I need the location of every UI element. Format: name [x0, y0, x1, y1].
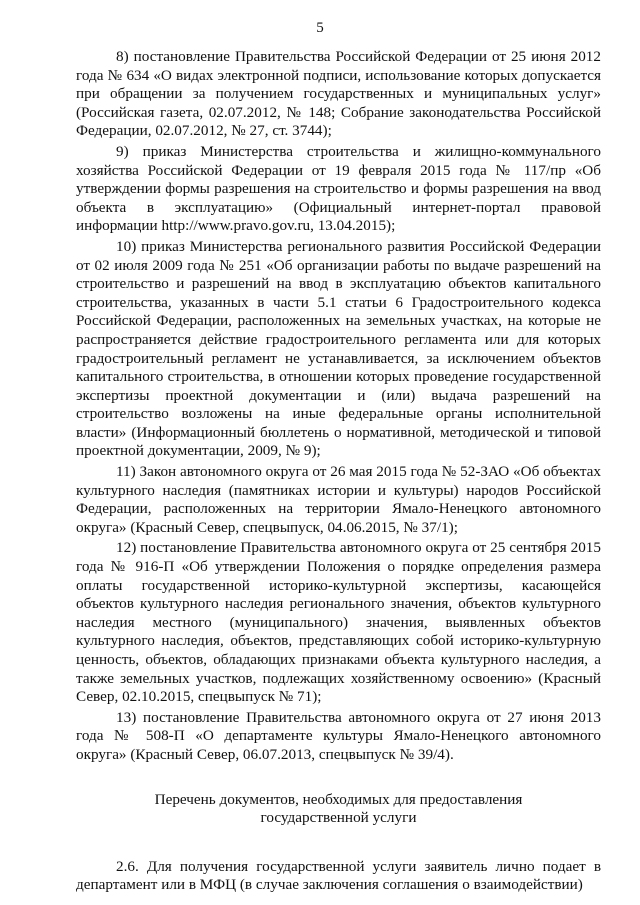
list-item: 13) постановление Правительства автономного округа от 27 июня 2013 года № 508-П «О департаменте культуры Ямало-Ненецкого автономного округа» (Красный Север, 06.07.2013, спецвыпуск № 39/4).: [76, 708, 601, 763]
document-body: [76, 48, 601, 897]
section-heading: [76, 791, 601, 828]
section-heading-line: Перечень документов, необходимых для предоставления: [154, 790, 523, 808]
section-heading-line: государственной услуги: [260, 809, 417, 827]
final-paragraph: 2.6. Для получения государственной услуги заявитель лично подает в департамент или в МФЦ (в случае заключения соглашения о взаимодействии): [76, 857, 601, 894]
page-number: 5: [316, 20, 324, 36]
list-item: 10) приказ Министерства регионального развития Российской Федерации от 02 июля 2009 года № 251 «Об организации работы по выдаче разрешений на строительство и разрешений на ввод в эксплуатацию объектов капитального строительства, указанных в части 5.1 статьи 6 Градостроительного кодекса Российской Федерации, расположенных на земельных участках, на которые не распространяется действие градостроительного регламента или для которых градостроительный регламент не устанавливается, за исключением объектов капитального строительства, в отношении которых проведение государственной экспертизы проектной документации и (или) выдача разрешений на строительство возложены на иные федеральные органы исполнительной власти» (Информационный бюллетень о нормативной, методической и типовой проектной документации, 2009, № 9);: [76, 237, 601, 460]
list-item: 9) приказ Министерства строительства и жилищно-коммунального хозяйства Российской Федерации от 19 февраля 2015 года № 117/пр «Об утверждении формы разрешения на строительство и формы разрешения на ввод объекта в эксплуатацию» (Официальный интернет-портал правовой информации http://www.pravo.gov.ru, 13.04.2015);: [76, 142, 601, 235]
list-item: 8) постановление Правительства Российской Федерации от 25 июня 2012 года № 634 «О видах электронной подписи, использование которых допускается при обращении за получением государственных и муниципальных услуг» (Российская газета, 02.07.2012, № 148; Собрание законодательства Российской Федерации, 02.07.2012, № 27, ст. 3744);: [76, 48, 601, 140]
list-item: 11) Закон автономного округа от 26 мая 2015 года № 52-ЗАО «Об объектах культурного наследия (памятниках истории и культуры) народов Российской Федерации, расположенных на территории Ямало-Ненецкого автономного округа» (Красный Север, спецвыпуск, 04.06.2015, № 37/1);: [76, 463, 601, 536]
list-item: 12) постановление Правительства автономного округа от 25 сентября 2015 года № 916-П «Об утверждении Положения о порядке определения размера оплаты государственной историко-культурной экспертизы, касающейся объектов культурного наследия регионального значения, объектов культурного наследия местного (муниципального) значения, выявленных объектов культурного наследия, объектов, представляющих собой историко-культурную ценность, объектов, обладающих признаками объекта культурного наследия, а также земельных участков, подлежащих хозяйственному освоению» (Красный Север, 02.10.2015, спецвыпуск № 71);: [76, 539, 601, 706]
